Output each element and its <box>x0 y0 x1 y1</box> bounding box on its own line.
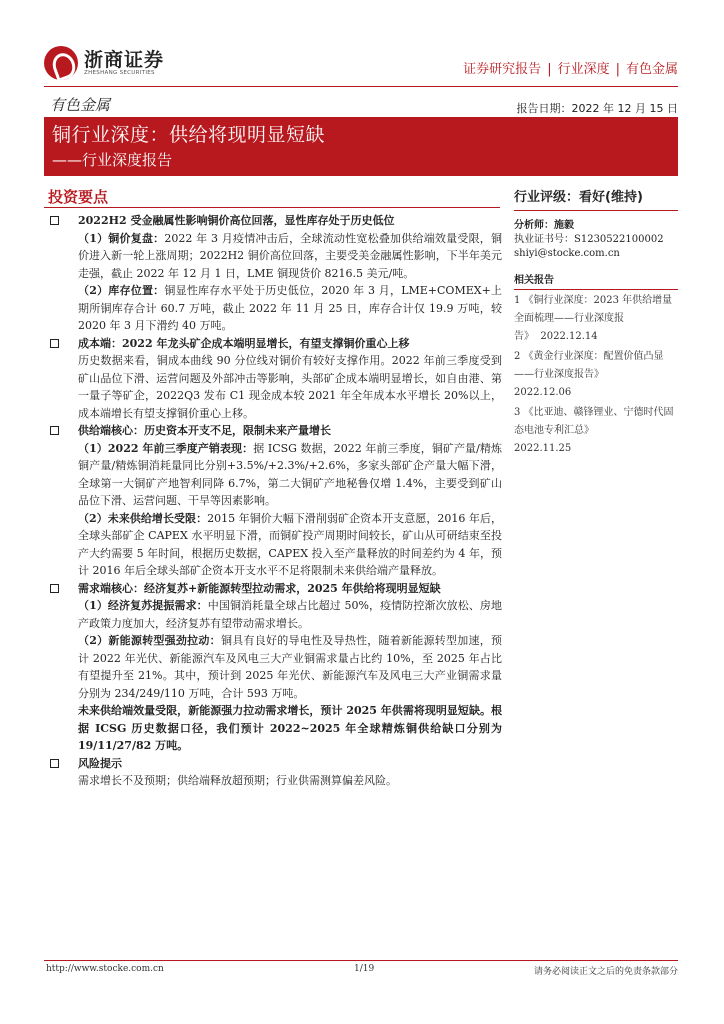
report-category-nav <box>463 58 678 77</box>
nav-separator: | <box>615 62 620 77</box>
paragraph-new-energy: （2）新能源转型强劲拉动：铜具有良好的导电性及导热性，随着新能源转型加速，预计 2022 年光伏、新能源汽车及风电三大产业铜需求量占比约 10%，至 2025 年占比有望提升至 21%。其中，预计到 2025 年光伏、新能源汽车及风电三大产业铜需求量分别为 234/249/110 万吨，合计 593 万吨。 <box>78 634 502 700</box>
nav-separator: | <box>547 62 552 77</box>
checkbox-bullet-icon <box>50 426 59 435</box>
related-report-item[interactable]: 1 《铜行业深度：2023 年供给增量全面梳理——行业深度报告》 2022.12.14 <box>514 295 673 342</box>
paragraph-future-supply: （2）未来供给增长受限：2015 年铜价大幅下滑削弱矿企资本开支意愿，2016 年后，全球头部矿企 CAPEX 水平明显下滑，而铜矿投产周期时间较长，矿山从可研结束至投产大约需要 5 年时间，根据历史数据，CAPEX 投入至产量释放的时间差约为 4 年，预计 2016 年后全球头部矿企资本开支水平不足将限制未来供给端产量释放。 <box>78 511 503 577</box>
report-subtitle: ——行业深度报告 <box>52 151 173 169</box>
checkbox-bullet-icon <box>50 584 59 593</box>
page-number: 1/19 <box>354 964 375 974</box>
analyst-info <box>514 219 678 261</box>
section-divider <box>44 207 500 208</box>
header-divider <box>44 86 678 87</box>
bullet-copper-price-inventory: 2022H2 受金融属性影响铜价高位回落，显性库存处于历史低位 <box>50 212 502 230</box>
paragraph-risk: 需求增长不及预期；供给端释放超预期；行业供需测算偏差风险。 <box>78 774 397 787</box>
brand-logo-icon <box>44 46 78 80</box>
nav-item-depth: 行业深度 <box>557 62 610 77</box>
analyst-name: 施毅 <box>554 220 574 231</box>
sidebar-divider <box>514 210 678 211</box>
brand-logo <box>44 46 164 80</box>
bullet-cost: 成本端：2022 年龙头矿企成本端明显增长，有望支撑铜价重心上移 <box>50 335 502 353</box>
bullet-risk: 风险提示 <box>50 755 502 773</box>
paragraph-production: （1）2022 年前三季度产销表现：据 ICSG 数据，2022 年前三季度，铜矿产量/精炼铜产量/精炼铜消耗量同比分别+3.5%/+2.3%/+2.6%，多家头部矿企产量大幅下滑，全球第一大铜矿产地智利同降 6.7%，第二大铜矿产地秘鲁仅增 1.4%，主要受到矿山品位下滑、运营问题、干旱等因素影响。 <box>78 441 502 507</box>
brand-name-cn: 浙商证券 <box>84 49 165 71</box>
footer-disclaimer: 请务必阅读正文之后的免责条款部分 <box>533 967 678 977</box>
paragraph-price-review: （1）铜价复盘：2022 年 3 月疫情冲击后，全球流动性宽松叠加供给端效量受限，铜价进入新一轮上涨周期；2022H2 铜价高位回落，主要受美金融属性影响，下半年美元走强，截止 2022 年 12 月 1 日，LME 铜现货价 8216.5 美元/吨。 <box>78 231 502 280</box>
paragraph-cost: 历史数据来看，铜成本曲线 90 分位线对铜价有较好支撑作用。2022 年前三季度受到矿山品位下滑、运营问题及外部冲击等影响，头部矿企成本端明显增长，如自由港、第一量子等矿企，2022Q3 发布 C1 现金成本较 2021 年全年成本水平增长 20%以上，成本端增长有望支撑铜价重心上移。 <box>78 354 502 420</box>
section-title: 投资要点 <box>48 188 109 206</box>
paragraph-economic-recovery: （1）经济复苏提振需求：中国铜消耗量全球占比超过 50%，疫情防控渐次放松、房地产政策力度加大，经济复苏有望带动需求增长。 <box>78 599 503 630</box>
sector-label: 有色金属 <box>50 96 111 114</box>
report-date: 报告日期：2022 年 12 月 15 日 <box>516 102 678 115</box>
sidebar-divider <box>514 289 678 290</box>
footer-website-link[interactable]: http://www.stocke.com.cn <box>46 964 164 974</box>
industry-rating: 行业评级：看好(维持) <box>514 190 643 205</box>
analyst-email[interactable]: shiyi@stocke.com.cn <box>514 248 620 259</box>
sidebar <box>514 186 678 458</box>
footer-divider <box>44 960 678 961</box>
checkbox-bullet-icon <box>50 759 59 768</box>
paragraph-conclusion: 未来供给端效量受限，新能源强力拉动需求增长，预计 2025 年供需将现明显短缺。根据 ICSG 历史数据口径，我们预计 2022~2025 年全球精炼铜供给缺口分别为 19/11/27/82 万吨。 <box>78 704 502 752</box>
bullet-demand-core: 需求端核心：经济复苏+新能源转型拉动需求，2025 年供给将现明显短缺 <box>50 580 502 598</box>
related-report-item[interactable]: 3 《比亚迪、赣锋锂业、宁德时代固态电池专利汇总》 2022.11.25 <box>514 407 674 454</box>
checkbox-bullet-icon <box>50 339 59 348</box>
title-banner <box>44 117 678 176</box>
brand-name-en: ZHESHANG SECURITIES <box>84 70 155 76</box>
related-report-item[interactable]: 2 《黄金行业深度：配置价值凸显——行业深度报告》 2022.12.06 <box>514 351 664 398</box>
bullet-supply-core: 供给端核心：历史资本开支不足，限制未来产量增长 <box>50 422 502 440</box>
report-title: 铜行业深度：供给将现明显短缺 <box>52 124 326 146</box>
analyst-license: 执业证书号：S1230522100002 <box>514 234 664 245</box>
analyst-label: 分析师： <box>514 220 554 231</box>
checkbox-bullet-icon <box>50 216 59 225</box>
paragraph-inventory: （2）库存位置：铜显性库存水平处于历史低位，2020 年 3 月，LME+COMEX+上期所铜库存合计 60.7 万吨，截止 2022 年 11 月 25 日，库存合计仅 19.9 万吨，较 2020 年 3 月下滑约 40 万吨。 <box>78 284 502 332</box>
nav-item-research: 证券研究报告 <box>463 62 542 77</box>
related-reports-title: 相关报告 <box>514 275 554 286</box>
nav-item-sector: 有色金属 <box>625 62 678 77</box>
investment-highlights <box>50 212 502 790</box>
